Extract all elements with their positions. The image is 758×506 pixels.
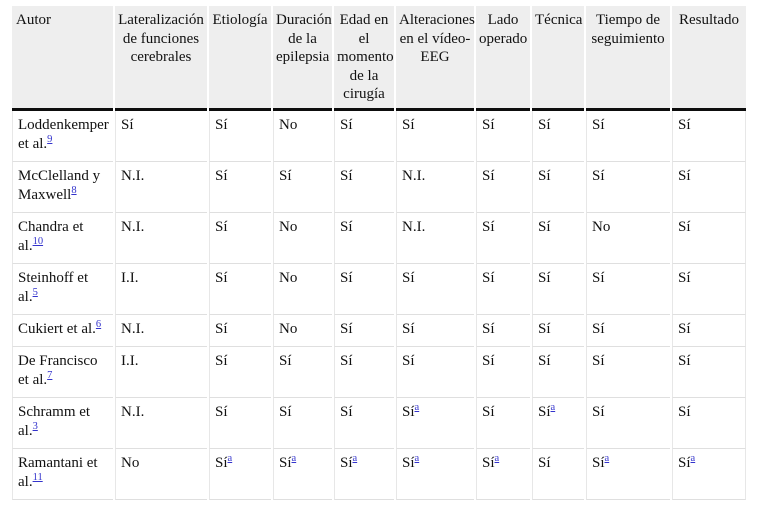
data-cell [476,162,530,213]
column-header [209,6,271,111]
author-cell [12,213,113,264]
data-cell [532,264,584,315]
reference-superscript [47,134,52,145]
column-header-label: Autor [16,12,51,28]
author-name: Steinhoff et al. [18,269,89,305]
cell-value: Sí [402,454,415,471]
results-table [10,6,748,500]
data-cell [476,213,530,264]
cell-value: Sí [592,269,605,286]
column-header [586,6,670,111]
data-cell [115,449,207,500]
data-cell [586,213,670,264]
data-cell [532,111,584,162]
cell-value: N.I. [402,218,426,235]
footnote-link[interactable]: a [604,452,610,464]
data-cell [396,162,474,213]
column-header [12,6,113,111]
author-name: Schramm et al. [18,403,91,439]
cell-value: Sí [592,320,605,337]
footnote-superscript [353,453,358,464]
data-cell [334,315,394,347]
reference-superscript [33,421,38,432]
data-cell [532,315,584,347]
reference-link[interactable]: 3 [32,420,38,432]
data-cell [115,111,207,162]
cell-value: Sí [592,352,605,369]
table-row [12,398,746,449]
cell-value: I.I. [121,269,139,286]
cell-value: No [279,320,298,337]
column-header-label: Resultado [679,12,739,28]
author-cell [12,315,113,347]
data-cell [209,162,271,213]
reference-link[interactable]: 6 [95,318,102,330]
data-cell [273,315,332,347]
data-cell [115,264,207,315]
column-header [334,6,394,111]
author-cell [12,162,113,213]
data-cell [672,315,746,347]
table-row [12,315,746,347]
cell-value: Sí [482,167,495,184]
cell-value: Sí [215,352,228,369]
column-header-label: Tiempo de seguimiento [591,12,665,47]
column-header [476,6,530,111]
cell-value: Sí [215,403,228,420]
column-header [396,6,474,111]
cell-value: Sí [215,454,228,471]
cell-value: Sí [482,454,495,471]
cell-value: Sí [340,403,353,420]
footnote-superscript [605,453,610,464]
table-header [12,6,746,111]
table-row [12,162,746,213]
data-cell [115,213,207,264]
table-body [12,111,746,500]
cell-value: No [279,218,298,235]
data-cell [273,398,332,449]
cell-value: N.I. [121,218,145,235]
reference-link[interactable]: 8 [71,184,77,196]
data-cell [586,315,670,347]
cell-value: Sí [538,218,551,235]
cell-value: Sí [482,320,495,337]
cell-value: Sí [340,167,353,184]
cell-value: Sí [592,403,605,420]
cell-value: Sí [215,116,228,133]
cell-value: No [121,454,140,471]
footnote-superscript [415,453,420,464]
author-name: De Francisco et al. [18,352,98,388]
footnote-link[interactable]: a [352,452,358,464]
cell-value: Sí [279,167,292,184]
data-cell [532,398,584,449]
footnote-link[interactable]: a [414,452,420,464]
footnote-superscript [691,453,696,464]
cell-value: Sí [402,320,415,337]
reference-link[interactable]: 5 [32,286,38,298]
data-cell [586,449,670,500]
author-name: Chandra et al. [18,218,84,254]
cell-value: I.I. [121,352,139,369]
cell-value: Sí [340,269,353,286]
reference-link[interactable]: 7 [47,369,53,381]
table-row [12,449,746,500]
data-cell [476,398,530,449]
footnote-link[interactable]: a [291,452,297,464]
cell-value: Sí [678,320,691,337]
cell-value: Sí [592,454,605,471]
data-cell [115,398,207,449]
author-cell [12,264,113,315]
cell-value: Sí [340,454,353,471]
footnote-link[interactable]: a [414,401,420,413]
data-cell [586,111,670,162]
data-cell [273,111,332,162]
cell-value: Sí [678,116,691,133]
cell-value: Sí [279,403,292,420]
author-name: Cukiert et al. [18,320,96,337]
data-cell [532,213,584,264]
data-cell [672,264,746,315]
data-cell [586,264,670,315]
cell-value: No [279,269,298,286]
reference-link[interactable]: 10 [32,235,44,247]
cell-value: N.I. [121,167,145,184]
cell-value: Sí [402,403,415,420]
cell-value: Sí [592,116,605,133]
cell-value: N.I. [402,167,426,184]
data-cell [476,315,530,347]
cell-value: Sí [538,167,551,184]
column-header [273,6,332,111]
data-cell [476,111,530,162]
data-cell [532,449,584,500]
data-cell [209,264,271,315]
data-cell [586,347,670,398]
reference-superscript [33,472,43,483]
cell-value: Sí [215,320,228,337]
data-cell [672,111,746,162]
cell-value: Sí [678,167,691,184]
author-name: Loddenkemper et al. [18,116,109,152]
data-cell [334,213,394,264]
cell-value: Sí [482,352,495,369]
cell-value: Sí [482,116,495,133]
data-cell [396,449,474,500]
cell-value: Sí [215,167,228,184]
column-header [672,6,746,111]
cell-value: No [592,218,611,235]
column-header-label: Técnica [535,12,583,28]
cell-value: Sí [678,403,691,420]
cell-value: Sí [482,218,495,235]
data-cell [334,162,394,213]
cell-value: Sí [279,454,292,471]
reference-superscript [47,370,52,381]
cell-value: Sí [678,352,691,369]
cell-value: Sí [482,269,495,286]
cell-value: Sí [538,403,551,420]
data-cell [209,347,271,398]
footnote-superscript [228,453,233,464]
footnote-link[interactable]: a [494,452,500,464]
column-header [115,6,207,111]
cell-value: Sí [279,352,292,369]
author-name: Ramantani et al. [18,454,98,490]
data-cell [115,162,207,213]
footnote-superscript [292,453,297,464]
cell-value: Sí [538,320,551,337]
data-cell [334,111,394,162]
data-cell [273,449,332,500]
data-cell [209,213,271,264]
data-cell [115,315,207,347]
author-cell [12,111,113,162]
author-name: McClelland y Maxwell [18,167,101,203]
column-header-label: Duración de la epilepsia [276,12,332,65]
cell-value: Sí [340,352,353,369]
data-cell [476,264,530,315]
footnote-superscript [551,402,556,413]
footnote-superscript [415,402,420,413]
cell-value: Sí [678,269,691,286]
cell-value: N.I. [121,320,145,337]
data-cell [586,162,670,213]
data-cell [672,213,746,264]
cell-value: Sí [215,269,228,286]
footnote-link[interactable]: a [550,401,556,413]
data-cell [672,347,746,398]
data-cell [586,398,670,449]
data-cell [672,449,746,500]
cell-value: Sí [538,269,551,286]
cell-value: Sí [538,352,551,369]
data-cell [209,449,271,500]
table-header-row [12,6,746,111]
cell-value: Sí [340,116,353,133]
column-header [532,6,584,111]
column-header-label: Lado operado [479,12,528,47]
column-header-label: Etiología [212,12,268,28]
footnote-superscript [495,453,500,464]
cell-value: Sí [538,454,551,471]
cell-value: Sí [340,320,353,337]
table-row [12,264,746,315]
data-cell [273,264,332,315]
cell-value: Sí [402,269,415,286]
cell-value: N.I. [121,403,145,420]
table-row [12,213,746,264]
cell-value: Sí [678,218,691,235]
data-cell [672,162,746,213]
data-cell [209,398,271,449]
table-row [12,111,746,162]
cell-value: Sí [402,116,415,133]
data-cell [396,264,474,315]
author-cell [12,347,113,398]
cell-value: Sí [340,218,353,235]
reference-superscript [33,287,38,298]
reference-link[interactable]: 11 [32,471,43,483]
data-cell [273,347,332,398]
data-cell [209,111,271,162]
reference-link[interactable]: 9 [47,133,53,145]
data-cell [532,162,584,213]
cell-value: Sí [402,352,415,369]
reference-superscript [33,236,44,247]
data-cell [476,449,530,500]
data-cell [396,398,474,449]
data-cell [334,398,394,449]
data-cell [396,315,474,347]
cell-value: Sí [482,403,495,420]
author-cell [12,398,113,449]
cell-value: Sí [538,116,551,133]
cell-value: Sí [678,454,691,471]
author-cell [12,449,113,500]
data-cell [334,449,394,500]
data-cell [273,162,332,213]
cell-value: Sí [215,218,228,235]
reference-superscript [71,185,76,196]
footnote-link[interactable]: a [227,452,233,464]
footnote-link[interactable]: a [690,452,696,464]
data-cell [273,213,332,264]
data-cell [476,347,530,398]
cell-value: Sí [121,116,134,133]
cell-value: No [279,116,298,133]
data-cell [209,315,271,347]
table-row [12,347,746,398]
data-cell [396,347,474,398]
column-header-label: Edad en el momento de la cirugía [337,12,394,102]
reference-superscript [96,319,101,330]
data-cell [396,213,474,264]
data-cell [334,264,394,315]
data-cell [115,347,207,398]
data-cell [532,347,584,398]
column-header-label: Alteraciones en el vídeo-EEG [399,12,475,65]
cell-value: Sí [592,167,605,184]
data-cell [672,398,746,449]
data-cell [396,111,474,162]
data-cell [334,347,394,398]
column-header-label: Lateralización de funciones cerebrales [118,12,204,65]
